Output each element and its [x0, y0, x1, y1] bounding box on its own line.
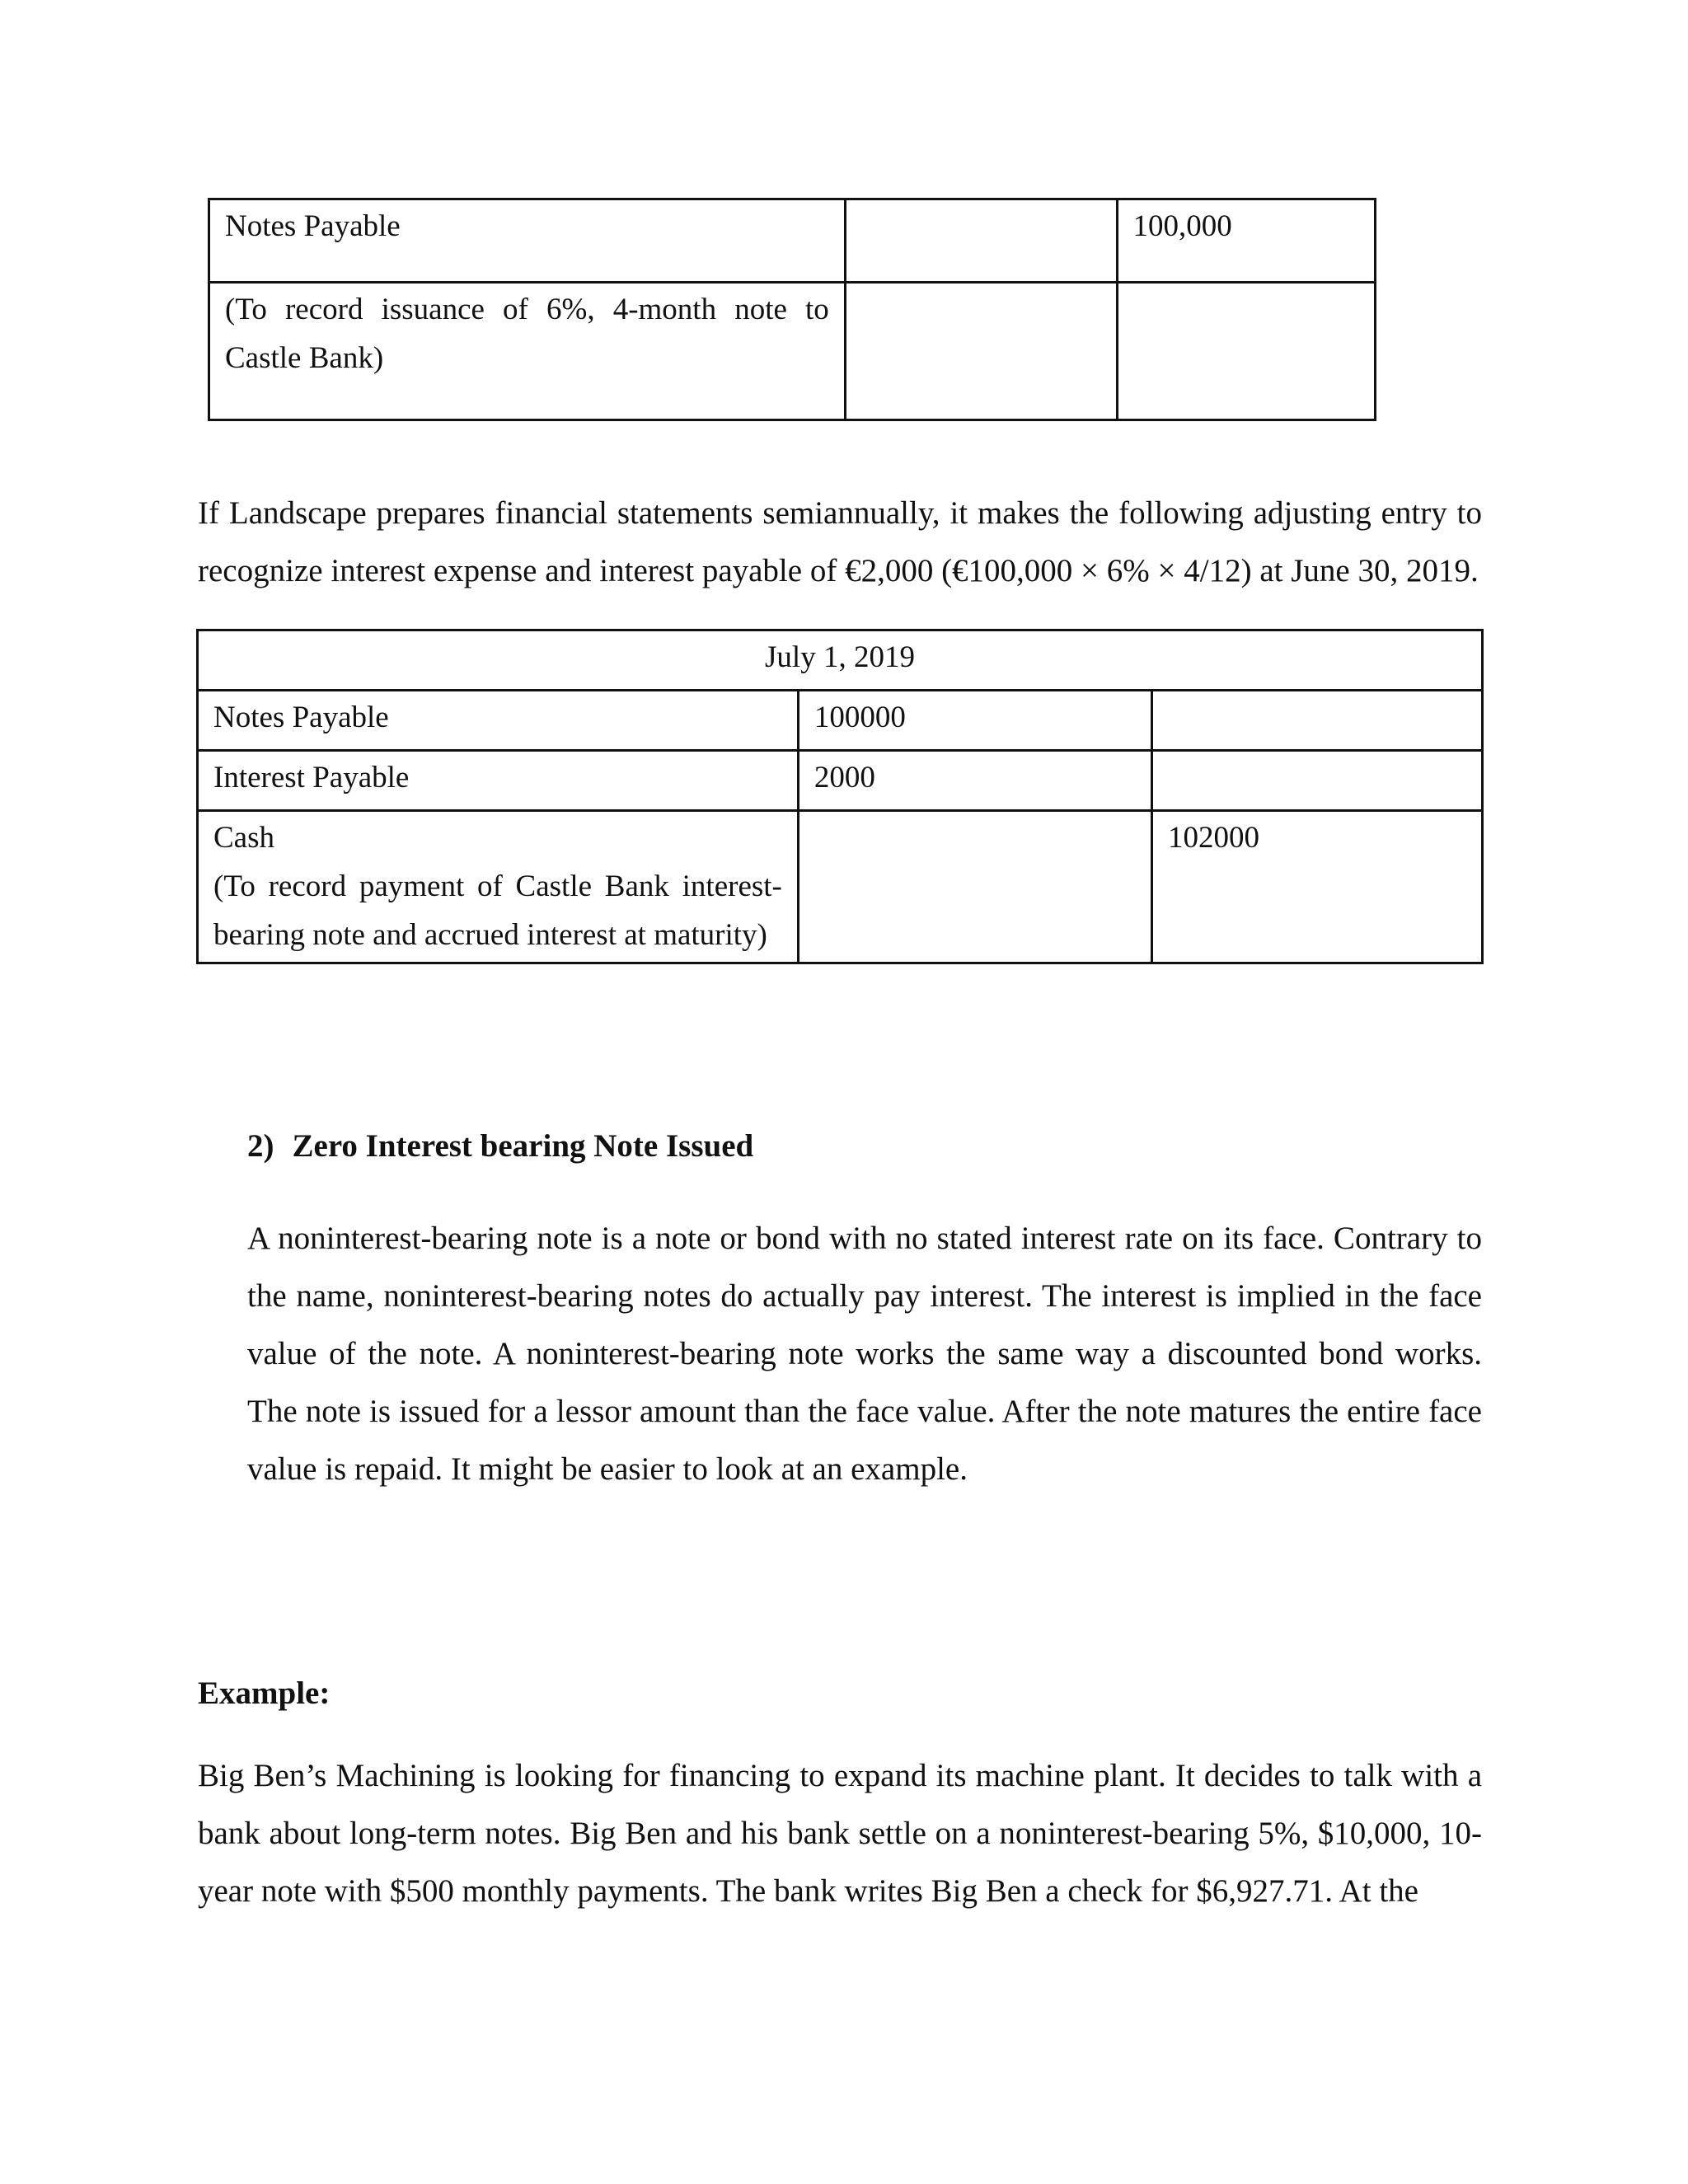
account-cell: Notes Payable	[209, 199, 846, 283]
table-header-row	[198, 630, 1483, 691]
example-heading: Example:	[198, 1675, 331, 1711]
account-cell	[198, 811, 799, 963]
debit-cell: 2000	[798, 751, 1151, 811]
section-number: 2)	[247, 1128, 274, 1164]
entry-date: July 1, 2019	[198, 630, 1483, 691]
table-row	[198, 691, 1483, 751]
credit-cell: 100,000	[1117, 199, 1375, 283]
table-row	[198, 811, 1483, 963]
table-row	[198, 751, 1483, 811]
credit-cell: 102000	[1152, 811, 1483, 963]
debit-cell	[845, 283, 1117, 420]
account-cell: Interest Payable	[198, 751, 799, 811]
debit-cell	[798, 811, 1151, 963]
section-body-paragraph: A noninterest-bearing note is a note or bond with no stated interest rate on its face. Contrary to the name, noninterest-bearing notes do actually pay interest. The interest is implied in the face value of the note. A noninterest-bearing note works the same way a discounted bond works. The note is issued for a lessor amount than the face value. After the note matures the entire face value is repaid. It might be easier to look at an example.	[247, 1221, 1482, 1487]
table-row	[209, 199, 1376, 283]
debit-cell: 100000	[798, 691, 1151, 751]
credit-cell	[1117, 283, 1375, 420]
credit-cell	[1152, 691, 1483, 751]
entry-description-cell: (To record issuance of 6%, 4-month note to Castle Bank)	[209, 283, 846, 420]
journal-entry-table-payment	[196, 629, 1484, 964]
adjusting-entry-paragraph: If Landscape prepares financial statements semiannually, it makes the following adjusting entry to recognize interest expense and interest payable of €2,000 (€100,000 × 6% × 4/12) at June 30, 2019.	[198, 495, 1482, 588]
account-name: Cash	[213, 821, 274, 855]
table-row	[209, 283, 1376, 420]
section-heading	[247, 1127, 753, 1165]
journal-entry-table-issuance	[208, 198, 1376, 421]
debit-cell	[845, 199, 1117, 283]
entry-description: (To record payment of Castle Bank interest-bearing note and accrued interest at maturity)	[213, 869, 782, 953]
credit-cell	[1152, 751, 1483, 811]
section-title: Zero Interest bearing Note Issued	[292, 1128, 754, 1164]
account-cell: Notes Payable	[198, 691, 799, 751]
example-body-paragraph: Big Ben’s Machining is looking for financing to expand its machine plant. It decides to talk with a bank about long-term notes. Big Ben and his bank settle on a noninterest-bearing 5%, $10,000, 10-year note with $500 monthly payments. The bank writes Big Ben a check for $6,927.71. At the	[198, 1758, 1482, 1909]
